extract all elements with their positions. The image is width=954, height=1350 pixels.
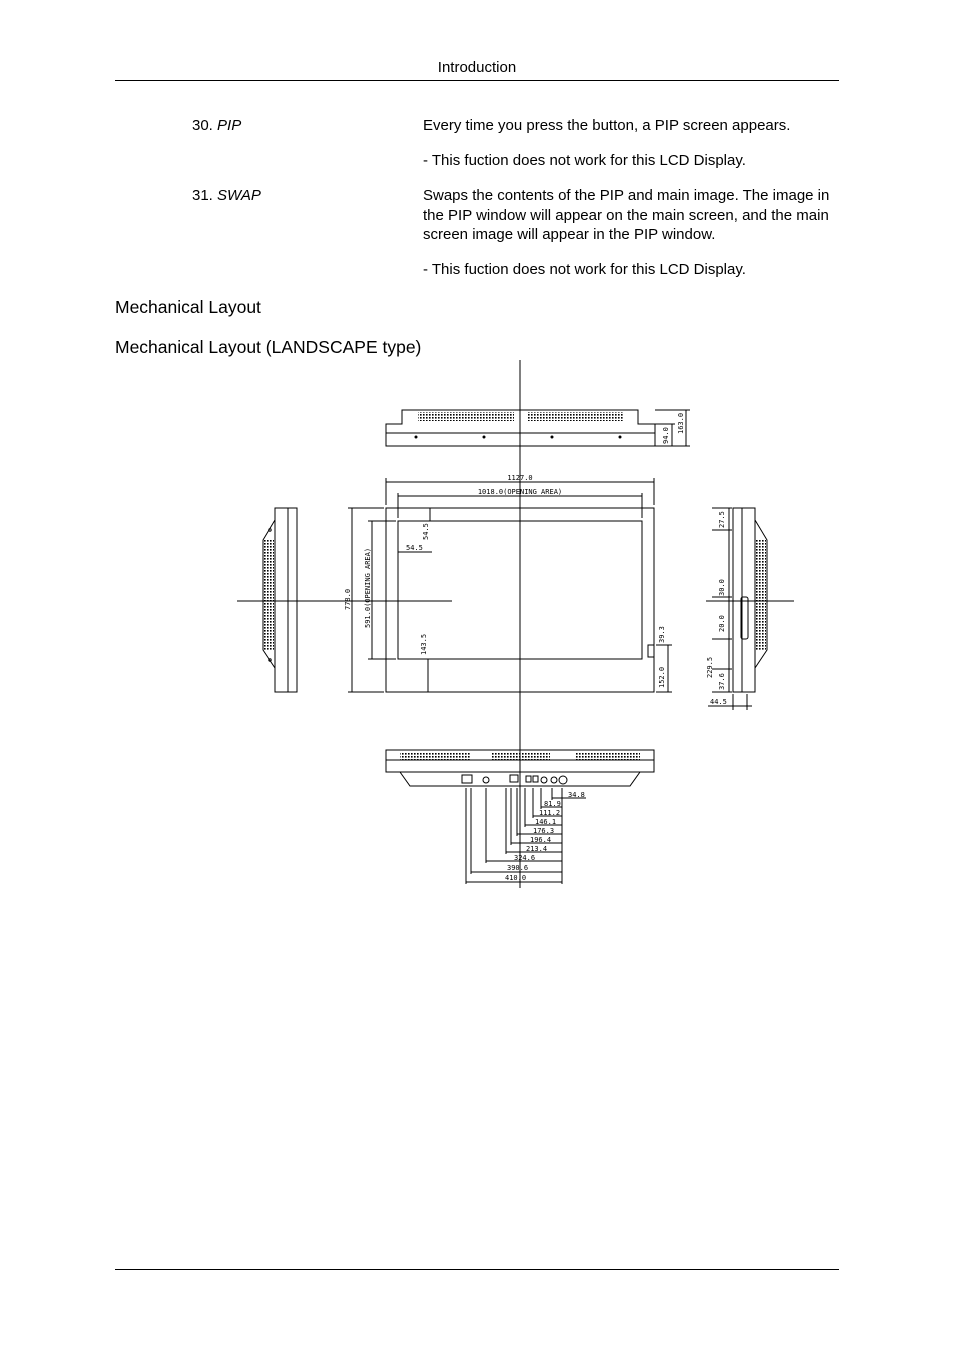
item-31-note: - This fuction does not work for this LCD Display.: [423, 261, 746, 278]
dim-top-94: 94.0: [662, 427, 670, 444]
front-view: [348, 478, 672, 692]
dim-side-44: 44.5: [710, 698, 727, 706]
dim-top-163: 163.0: [677, 412, 685, 434]
dim-bottom-34: 34.8: [568, 791, 585, 799]
dim-width-total: 1127.0: [507, 474, 533, 482]
dim-bottom-146: 146.1: [535, 818, 557, 826]
dim-side-229: 229.5: [706, 656, 714, 678]
item-31-num: 31.: [192, 187, 213, 204]
top-view: [386, 410, 690, 446]
dim-bottom-196: 196.4: [530, 836, 552, 844]
dim-bottom-213: 213.4: [526, 845, 548, 853]
dim-offset-top: 54.5: [422, 523, 430, 540]
dim-bottom-176: 176.3: [533, 827, 555, 835]
dim-offset-left: 54.5: [406, 544, 423, 552]
dim-side-37: 37.6: [718, 673, 726, 690]
dim-height-total: 778.0: [344, 588, 352, 610]
dim-bottom-390: 390.6: [507, 864, 529, 872]
dim-height-opening: 591.0(OPENING AREA): [364, 547, 372, 628]
footer-rule: [115, 1269, 839, 1270]
item-30-num: 30.: [192, 117, 213, 134]
heading-mechanical-layout: Mechanical Layout: [115, 297, 261, 317]
dim-side-20: 20.0: [718, 615, 726, 632]
item-30-name: PIP: [217, 117, 242, 134]
dim-bottom-410: 410.0: [505, 874, 527, 882]
heading-mechanical-layout-landscape: Mechanical Layout (LANDSCAPE type): [115, 337, 422, 357]
dim-bottom-81: 81.9: [544, 800, 561, 808]
dim-bottom-324: 324.6: [514, 854, 536, 862]
right-side-view: [708, 508, 767, 710]
dim-bottom-111: 111.2: [539, 809, 561, 817]
item-31-name: SWAP: [217, 187, 261, 204]
dim-right-small: 39.3: [658, 626, 666, 643]
dim-side-27: 27.5: [718, 511, 726, 528]
page-header-title: Introduction: [437, 59, 517, 76]
dim-side-30: 30.0: [718, 579, 726, 596]
item-30-desc: Every time you press the button, a PIP screen appears.: [423, 117, 791, 134]
item-31-desc: Swaps the contents of the PIP and main image. The image in the PIP window will appear on the main screen, and the main screen image will appear in the PIP window.: [423, 187, 830, 243]
dim-width-opening: 1018.0(OPENING AREA): [477, 488, 563, 496]
item-30-note: - This fuction does not work for this LCD Display.: [423, 152, 746, 169]
dim-right-bottom: 152.0: [658, 666, 666, 688]
left-side-view: [263, 508, 297, 692]
dim-offset-bottom: 143.5: [420, 633, 428, 655]
